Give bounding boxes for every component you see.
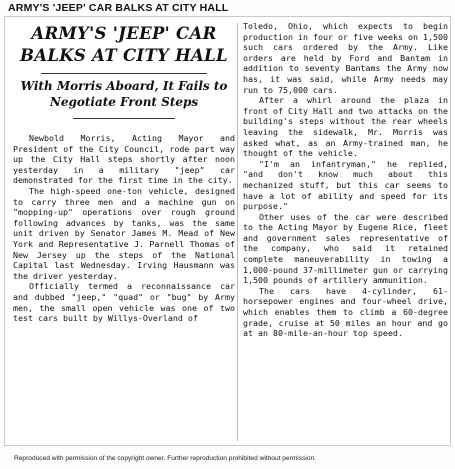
headline-divider xyxy=(41,73,207,74)
article-paragraph: The cars have 4-cylinder, 61-horsepower engines and four-wheel drive, which enables them to climb a 60-degree grade, cruise at 50 miles an hour and go at an 80-mile-an-hour top speed. xyxy=(243,285,448,339)
article-paragraph: Officially termed a reconnaissance car and dubbed "jeep," "quad" or "bug" by Army men, the small open vehicle was one of two test cars built by Willys-Overland of xyxy=(13,281,235,324)
newspaper-clipping xyxy=(4,16,451,446)
column-divider xyxy=(237,23,238,441)
subheadline: With Morris Aboard, It Fails to Negotiate Front Steps xyxy=(20,79,228,109)
article-paragraph: Toledo, Ohio, which expects to begin production in four or five weeks on 1,500 such cars ordered by the Army. Like orders are held by Ford and Bantam in addition to seventy Bantams the Army now has, it was said, while Army needs may run to 75,000 cars. xyxy=(243,21,448,95)
right-column xyxy=(243,17,448,447)
article-paragraph: "I'm an infantryman," he replied, "and don't know much about this mechanized stuff, but this car seems to have a lot of ability and speed for its purpose." xyxy=(243,158,448,212)
page-label: ARMY'S 'JEEP' CAR BALKS AT CITY HALL xyxy=(8,2,229,14)
headline: ARMY'S 'JEEP' CAR BALKS AT CITY HALL xyxy=(20,24,228,65)
article-paragraph: Newbold Morris, Acting Mayor and President of the City Council, rode part way up the City Hall steps shortly after noon yesterday in a military "jeep" car demonstrated for the first time in the city. xyxy=(13,133,235,186)
article-paragraph: Other uses of the car were described to the Acting Mayor by Eugene Rice, fleet and government sales representative of the company, who said it retained complete maneuverability in towing a 1,000-pound 37-millimeter gun or carrying 1,500 pounds of artillery ammunition. xyxy=(243,211,448,286)
left-column xyxy=(13,17,235,447)
article-paragraph: After a whirl around the plaza in front of City Hall and two attacks on the building's steps without the rear wheels leaving the sidewalk, Mr. Morris was asked what, as an Army-trained man, he thought of the vehicle. xyxy=(243,95,448,159)
subheadline-divider xyxy=(73,118,175,119)
copyright-footer: Reproduced with permission of the copyright owner. Further reproduction prohibited without permission. xyxy=(14,455,317,462)
article-paragraph: The high-speed one-ton vehicle, designed to carry three men and a machine gun on "mopping-up" operations over rough ground following advances by tanks, was the same unit driven by Senator James M. Mead of New York and Representative J. Parnell Thomas of New Jersey up the steps of the National Capital last Wednesday. Irving Hausmann was the driver yesterday. xyxy=(13,185,235,281)
